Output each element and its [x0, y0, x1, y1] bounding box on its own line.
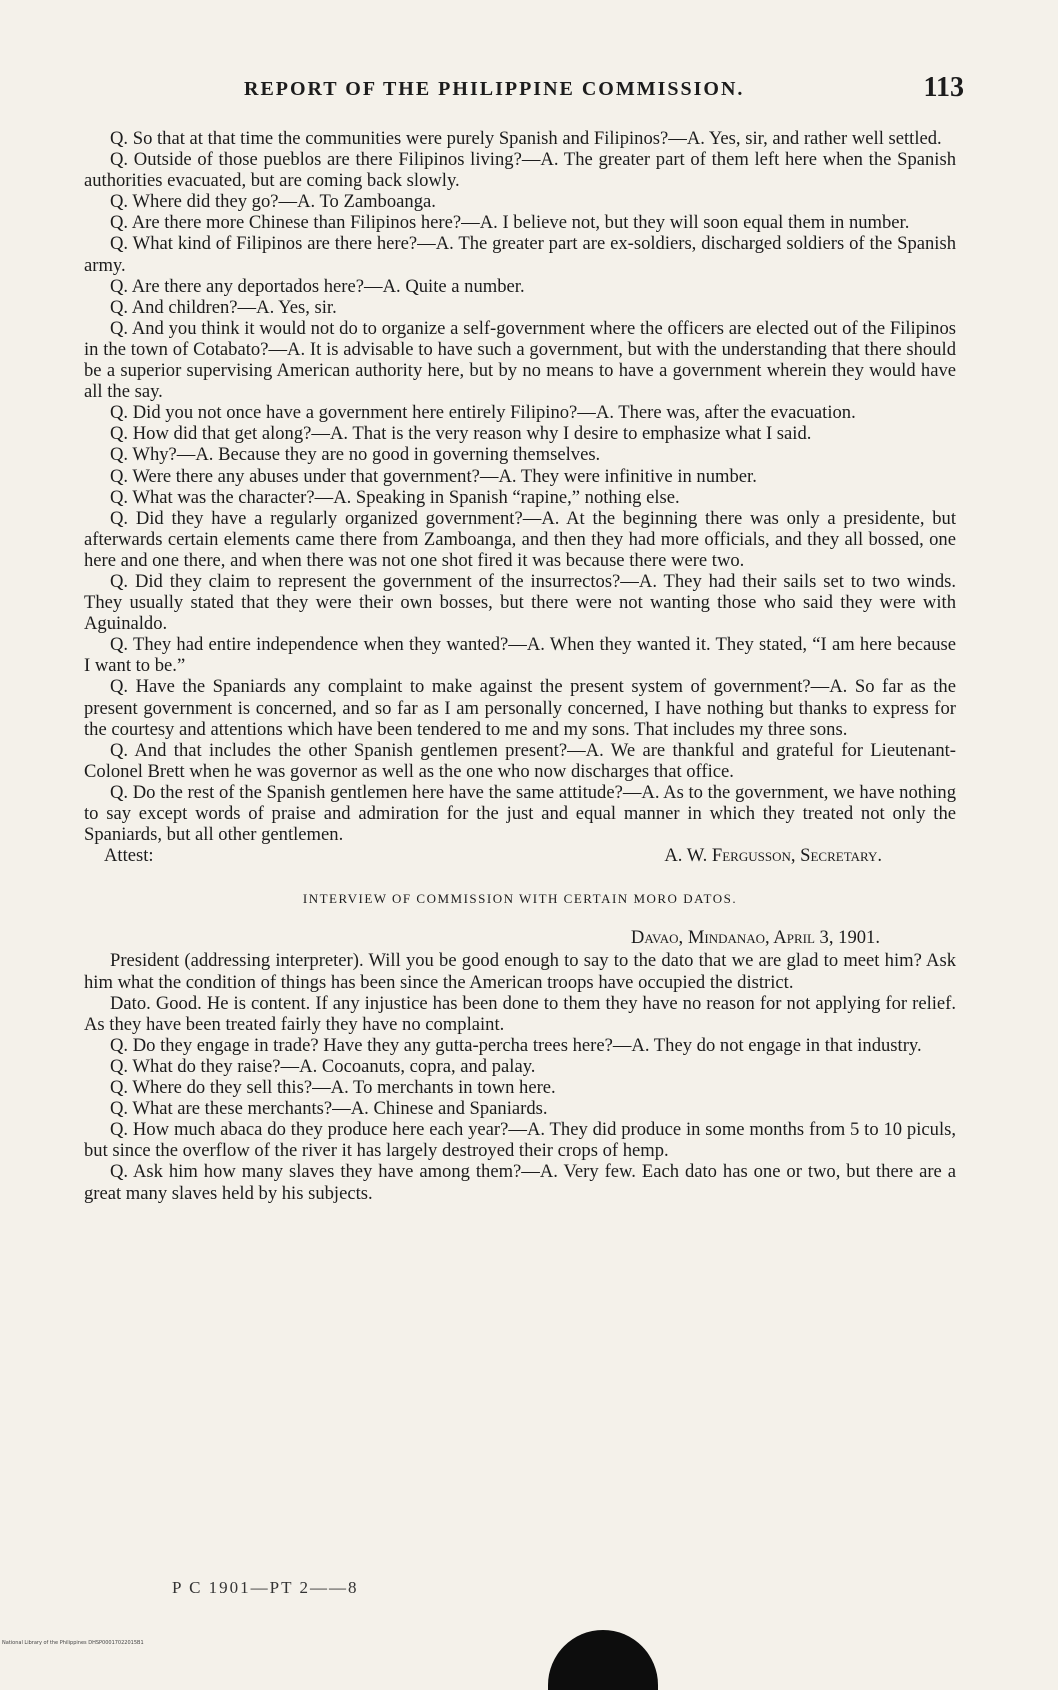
- scan-artifact: [548, 1630, 658, 1690]
- paragraph: Q. How much abaca do they produce here each year?—A. They did produce in some months from 5 to 10 piculs, but since the overflow of the river it has largely destroyed their crops of hemp.: [84, 1119, 956, 1162]
- page-body: [84, 128, 956, 1204]
- paragraph: President (addressing interpreter). Will you be good enough to say to the dato that we are glad to meet him? Ask him what the condition of things has been since the American troops have occupied the district.: [84, 950, 956, 993]
- testimony-section: [84, 128, 956, 845]
- paragraph: Q. Why?—A. Because they are no good in governing themselves.: [110, 444, 601, 466]
- paragraph: Q. Where do they sell this?—A. To merchants in town here.: [110, 1077, 556, 1099]
- printer-signature-mark: P C 1901—PT 2——8: [172, 1578, 359, 1597]
- paragraph: Q. Ask him how many slaves they have among them?—A. Very few. Each dato has one or two, but there are a great many slaves held by his subjects.: [84, 1161, 956, 1204]
- paragraph: Dato. Good. He is content. If any injustice has been done to them they have no reason for not applying for relief. As they have been treated fairly they have no complaint.: [84, 992, 956, 1035]
- dateline: Davao, Mindanao, April 3, 1901.: [630, 927, 880, 949]
- section-title: INTERVIEW OF COMMISSION WITH CERTAIN MORO DATOS.: [302, 891, 738, 907]
- paragraph: Q. How did that get along?—A. That is the very reason why I desire to emphasize what I said.: [110, 423, 812, 445]
- paragraph: Q. Did they claim to represent the government of the insurrectos?—A. They had their sails set to two winds. They usually stated that they were their own bosses, but there were not wanting those who said they were with Aguinaldo.: [84, 570, 956, 635]
- paragraph: Q. Outside of those pueblos are there Filipinos living?—A. The greater part of them left here when the Spanish authorities evacuated, but are coming back slowly.: [84, 149, 956, 192]
- scan-credit: National Library of the Philippines DHSP00017022015B1: [2, 1640, 144, 1646]
- paragraph: Q. They had entire independence when they wanted?—A. When they wanted it. They stated, “I am here because I want to be.”: [84, 634, 956, 677]
- paragraph: Q. Did they have a regularly organized government?—A. At the beginning there was only a presidente, but afterwards certain elements came there from Zamboanga, and then they had more officials, and they all bossed, one here and one there, and when there was not one shot fired it was because there were two.: [84, 507, 956, 571]
- paragraph: Q. So that at that time the communities were purely Spanish and Filipinos?—A. Yes, sir, and rather well settled.: [110, 128, 942, 149]
- paragraph: Q. Did you not once have a government here entirely Filipino?—A. There was, after the evacuation.: [110, 402, 856, 424]
- paragraph: Q. Are there any deportados here?—A. Quite a number.: [110, 275, 525, 297]
- paragraph: Q. What was the character?—A. Speaking in Spanish “rapine,” nothing else.: [110, 486, 680, 508]
- attest-row: [84, 845, 956, 866]
- page-header: [84, 72, 964, 112]
- page-number: 113: [923, 72, 964, 103]
- paragraph: Q. And that includes the other Spanish gentlemen present?—A. We are thankful and grateful for Lieutenant-Colonel Brett when he was governor as well as the one who now discharges that office.: [84, 739, 956, 782]
- paragraph: Q. Do the rest of the Spanish gentlemen here have the same attitude?—A. As to the government, we have nothing to say except words of praise and admiration for the just and equal manner in which they treated not only the Spaniards, but all other gentlemen.: [84, 781, 956, 846]
- interview-section: [84, 950, 956, 1203]
- paragraph: Q. What do they raise?—A. Cocoanuts, copra, and palay.: [110, 1055, 536, 1077]
- paragraph: Q. Are there more Chinese than Filipinos here?—A. I believe not, but they will soon equal them in number.: [110, 212, 910, 234]
- secretary-signature: A. W. Fergusson, Secretary.: [664, 845, 882, 867]
- paragraph: Q. Have the Spaniards any complaint to make against the present system of government?—A. So far as the present government is concerned, and so far as I am personally concerned, I have nothing but thanks to express for the courtesy and attentions which have been tendered to me and my sons. That includes my three sons.: [84, 676, 956, 740]
- paragraph: Q. Where did they go?—A. To Zamboanga.: [110, 191, 436, 213]
- paragraph: Q. And children?—A. Yes, sir.: [110, 296, 337, 318]
- paragraph: Q. And you think it would not do to organize a self-government where the officers are elected out of the Filipinos in the town of Cotabato?—A. It is advisable to have such a government, but with the understanding that there should be a superior supervising American authority here, but by no means to have a government wherein they would have all the say.: [84, 317, 956, 403]
- paragraph: Q. Were there any abuses under that government?—A. They were infinitive in number.: [110, 465, 757, 487]
- running-head: REPORT OF THE PHILIPPINE COMMISSION.: [244, 78, 745, 100]
- paragraph: Q. What kind of Filipinos are there here?—A. The greater part are ex-soldiers, discharged soldiers of the Spanish army.: [84, 233, 956, 276]
- attest-label: Attest:: [104, 845, 154, 867]
- paragraph: Q. Do they engage in trade? Have they any gutta-percha trees here?—A. They do not engage in that industry.: [110, 1034, 922, 1056]
- paragraph: Q. What are these merchants?—A. Chinese and Spaniards.: [110, 1098, 548, 1120]
